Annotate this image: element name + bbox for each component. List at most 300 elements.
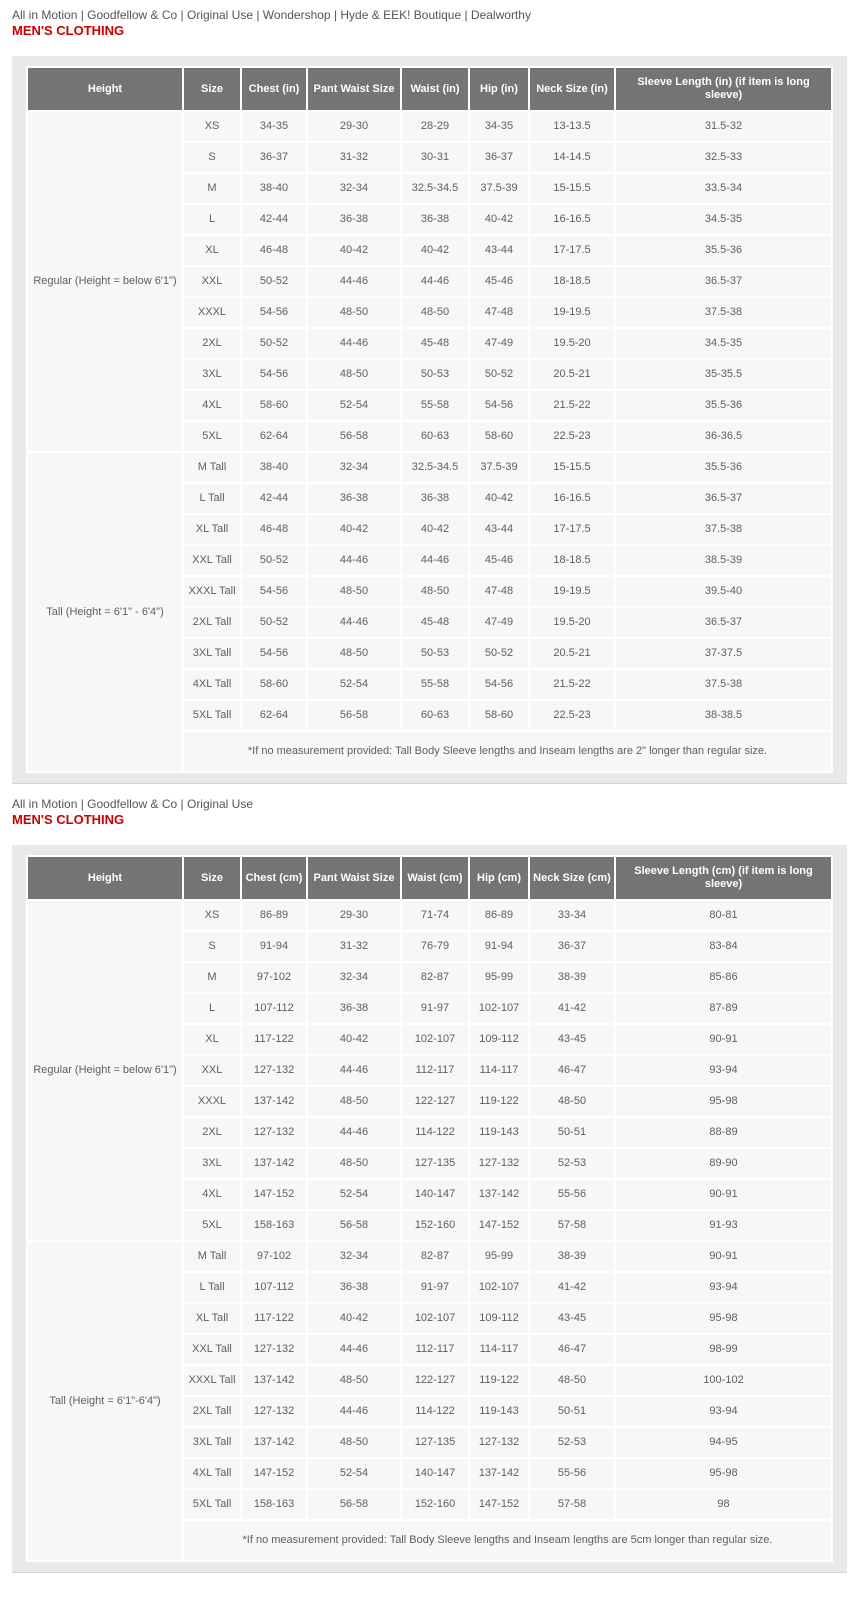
- value-cell: 20.5-21: [530, 360, 614, 389]
- value-cell: 45-46: [470, 267, 528, 296]
- value-cell: 43-45: [530, 1304, 614, 1333]
- value-cell: 19.5-20: [530, 329, 614, 358]
- value-cell: 45-48: [402, 329, 468, 358]
- value-cell: 122-127: [402, 1366, 468, 1395]
- value-cell: 54-56: [242, 577, 306, 606]
- value-cell: 41-42: [530, 994, 614, 1023]
- size-cell: 4XL Tall: [184, 1459, 240, 1488]
- value-cell: 57-58: [530, 1211, 614, 1240]
- value-cell: 55-58: [402, 670, 468, 699]
- value-cell: 127-132: [470, 1149, 528, 1178]
- value-cell: 76-79: [402, 932, 468, 961]
- size-cell: 3XL: [184, 360, 240, 389]
- value-cell: 48-50: [308, 639, 400, 668]
- value-cell: 47-48: [470, 577, 528, 606]
- size-cell: 2XL: [184, 1118, 240, 1147]
- column-header: Pant Waist Size: [308, 857, 400, 899]
- value-cell: 22.5-23: [530, 422, 614, 451]
- value-cell: 37.5-39: [470, 174, 528, 203]
- value-cell: 50-53: [402, 360, 468, 389]
- value-cell: 109-112: [470, 1304, 528, 1333]
- value-cell: 40-42: [402, 236, 468, 265]
- size-cell: 3XL Tall: [184, 1428, 240, 1457]
- value-cell: 48-50: [308, 298, 400, 327]
- value-cell: 46-48: [242, 515, 306, 544]
- value-cell: 42-44: [242, 484, 306, 513]
- size-chart-section-cm: [12, 797, 847, 1573]
- value-cell: 127-132: [242, 1056, 306, 1085]
- value-cell: 90-91: [616, 1242, 831, 1271]
- value-cell: 32.5-33: [616, 143, 831, 172]
- column-header: Sleeve Length (cm) (if item is long sleeve): [616, 857, 831, 899]
- value-cell: 127-132: [242, 1335, 306, 1364]
- value-cell: 21.5-22: [530, 670, 614, 699]
- value-cell: 95-98: [616, 1087, 831, 1116]
- value-cell: 95-98: [616, 1459, 831, 1488]
- value-cell: 90-91: [616, 1025, 831, 1054]
- size-cell: 4XL Tall: [184, 670, 240, 699]
- value-cell: 158-163: [242, 1490, 306, 1519]
- value-cell: 52-53: [530, 1428, 614, 1457]
- size-chart-table-inches: [26, 66, 833, 773]
- value-cell: 19-19.5: [530, 298, 614, 327]
- value-cell: 48-50: [402, 298, 468, 327]
- value-cell: 36-37: [470, 143, 528, 172]
- value-cell: 56-58: [308, 701, 400, 730]
- value-cell: 102-107: [470, 1273, 528, 1302]
- value-cell: 57-58: [530, 1490, 614, 1519]
- value-cell: 36-38: [402, 484, 468, 513]
- size-cell: L: [184, 205, 240, 234]
- value-cell: 127-135: [402, 1428, 468, 1457]
- value-cell: 56-58: [308, 422, 400, 451]
- height-group-label: Regular (Height = below 6'1"): [28, 901, 182, 1240]
- value-cell: 38-40: [242, 174, 306, 203]
- value-cell: 93-94: [616, 1056, 831, 1085]
- value-cell: 54-56: [242, 360, 306, 389]
- value-cell: 32.5-34.5: [402, 174, 468, 203]
- value-cell: 44-46: [308, 329, 400, 358]
- value-cell: 31-32: [308, 143, 400, 172]
- size-cell: XXXL Tall: [184, 1366, 240, 1395]
- value-cell: 50-52: [470, 360, 528, 389]
- value-cell: 137-142: [470, 1180, 528, 1209]
- value-cell: 112-117: [402, 1056, 468, 1085]
- value-cell: 37.5-38: [616, 515, 831, 544]
- size-cell: M: [184, 963, 240, 992]
- value-cell: 86-89: [242, 901, 306, 930]
- value-cell: 54-56: [242, 298, 306, 327]
- value-cell: 44-46: [402, 267, 468, 296]
- value-cell: 36.5-37: [616, 484, 831, 513]
- value-cell: 114-117: [470, 1335, 528, 1364]
- value-cell: 52-54: [308, 1180, 400, 1209]
- value-cell: 34.5-35: [616, 205, 831, 234]
- value-cell: 48-50: [530, 1366, 614, 1395]
- value-cell: 93-94: [616, 1273, 831, 1302]
- value-cell: 127-135: [402, 1149, 468, 1178]
- value-cell: 82-87: [402, 1242, 468, 1271]
- value-cell: 102-107: [470, 994, 528, 1023]
- value-cell: 35.5-36: [616, 391, 831, 420]
- value-cell: 52-54: [308, 670, 400, 699]
- header-row: [28, 857, 831, 899]
- value-cell: 44-46: [308, 1056, 400, 1085]
- value-cell: 122-127: [402, 1087, 468, 1116]
- value-cell: 46-47: [530, 1335, 614, 1364]
- value-cell: 29-30: [308, 112, 400, 141]
- value-cell: 58-60: [470, 701, 528, 730]
- value-cell: 137-142: [470, 1459, 528, 1488]
- value-cell: 71-74: [402, 901, 468, 930]
- value-cell: 36-37: [530, 932, 614, 961]
- value-cell: 15-15.5: [530, 174, 614, 203]
- value-cell: 42-44: [242, 205, 306, 234]
- value-cell: 37.5-38: [616, 670, 831, 699]
- value-cell: 31.5-32: [616, 112, 831, 141]
- size-cell: 4XL: [184, 391, 240, 420]
- value-cell: 28-29: [402, 112, 468, 141]
- value-cell: 107-112: [242, 1273, 306, 1302]
- value-cell: 137-142: [242, 1149, 306, 1178]
- value-cell: 32-34: [308, 963, 400, 992]
- value-cell: 43-45: [530, 1025, 614, 1054]
- column-header: Waist (cm): [402, 857, 468, 899]
- value-cell: 158-163: [242, 1211, 306, 1240]
- value-cell: 40-42: [308, 515, 400, 544]
- value-cell: 37.5-39: [470, 453, 528, 482]
- value-cell: 32.5-34.5: [402, 453, 468, 482]
- value-cell: 93-94: [616, 1397, 831, 1426]
- height-group-label: Regular (Height = below 6'1"): [28, 112, 182, 451]
- value-cell: 58-60: [242, 670, 306, 699]
- value-cell: 44-46: [308, 1335, 400, 1364]
- value-cell: 33.5-34: [616, 174, 831, 203]
- value-cell: 56-58: [308, 1211, 400, 1240]
- value-cell: 83-84: [616, 932, 831, 961]
- page-title: MEN'S CLOTHING: [12, 812, 125, 827]
- value-cell: 102-107: [402, 1304, 468, 1333]
- value-cell: 54-56: [242, 639, 306, 668]
- size-cell: 5XL Tall: [184, 1490, 240, 1519]
- value-cell: 117-122: [242, 1025, 306, 1054]
- value-cell: 50-53: [402, 639, 468, 668]
- value-cell: 90-91: [616, 1180, 831, 1209]
- size-cell: XL Tall: [184, 1304, 240, 1333]
- value-cell: 114-122: [402, 1118, 468, 1147]
- value-cell: 35.5-36: [616, 453, 831, 482]
- value-cell: 54-56: [470, 670, 528, 699]
- value-cell: 48-50: [308, 1149, 400, 1178]
- size-cell: S: [184, 932, 240, 961]
- value-cell: 17-17.5: [530, 515, 614, 544]
- value-cell: 38-38.5: [616, 701, 831, 730]
- value-cell: 47-49: [470, 329, 528, 358]
- value-cell: 36-37: [242, 143, 306, 172]
- value-cell: 102-107: [402, 1025, 468, 1054]
- value-cell: 44-46: [308, 608, 400, 637]
- value-cell: 56-58: [308, 1490, 400, 1519]
- value-cell: 43-44: [470, 515, 528, 544]
- value-cell: 38.5-39: [616, 546, 831, 575]
- value-cell: 16-16.5: [530, 205, 614, 234]
- value-cell: 40-42: [402, 515, 468, 544]
- value-cell: 98-99: [616, 1335, 831, 1364]
- value-cell: 40-42: [308, 1025, 400, 1054]
- value-cell: 14-14.5: [530, 143, 614, 172]
- value-cell: 36-36.5: [616, 422, 831, 451]
- value-cell: 58-60: [242, 391, 306, 420]
- value-cell: 55-56: [530, 1459, 614, 1488]
- value-cell: 52-54: [308, 391, 400, 420]
- value-cell: 31-32: [308, 932, 400, 961]
- size-cell: XL: [184, 236, 240, 265]
- size-cell: XXXL Tall: [184, 577, 240, 606]
- value-cell: 44-46: [308, 267, 400, 296]
- value-cell: 152-160: [402, 1490, 468, 1519]
- value-cell: 21.5-22: [530, 391, 614, 420]
- value-cell: 50-51: [530, 1118, 614, 1147]
- size-cell: XXL Tall: [184, 1335, 240, 1364]
- value-cell: 50-52: [242, 329, 306, 358]
- value-cell: 91-94: [242, 932, 306, 961]
- value-cell: 40-42: [308, 236, 400, 265]
- value-cell: 40-42: [308, 1304, 400, 1333]
- value-cell: 82-87: [402, 963, 468, 992]
- value-cell: 13-13.5: [530, 112, 614, 141]
- height-group-label: Tall (Height = 6'1"-6'4"): [28, 1242, 182, 1560]
- value-cell: 119-143: [470, 1118, 528, 1147]
- value-cell: 44-46: [308, 546, 400, 575]
- size-cell: XS: [184, 112, 240, 141]
- table-footnote: *If no measurement provided: Tall Body Sleeve lengths and Inseam lengths are 5cm longer than regular size.: [184, 1521, 831, 1560]
- page-title: MEN'S CLOTHING: [12, 23, 125, 38]
- column-header: Size: [184, 68, 240, 110]
- value-cell: 34.5-35: [616, 329, 831, 358]
- column-header: Waist (in): [402, 68, 468, 110]
- value-cell: 119-143: [470, 1397, 528, 1426]
- value-cell: 152-160: [402, 1211, 468, 1240]
- size-cell: XXXL: [184, 1087, 240, 1116]
- header-row: [28, 68, 831, 110]
- column-header: Chest (cm): [242, 857, 306, 899]
- value-cell: 50-51: [530, 1397, 614, 1426]
- value-cell: 20.5-21: [530, 639, 614, 668]
- value-cell: 50-52: [242, 267, 306, 296]
- value-cell: 38-39: [530, 963, 614, 992]
- value-cell: 35.5-36: [616, 236, 831, 265]
- value-cell: 44-46: [308, 1118, 400, 1147]
- value-cell: 55-56: [530, 1180, 614, 1209]
- value-cell: 85-86: [616, 963, 831, 992]
- value-cell: 39.5-40: [616, 577, 831, 606]
- value-cell: 34-35: [470, 112, 528, 141]
- value-cell: 117-122: [242, 1304, 306, 1333]
- column-header: Hip (in): [470, 68, 528, 110]
- table-footnote: *If no measurement provided: Tall Body Sleeve lengths and Inseam lengths are 2" longer than regular size.: [184, 732, 831, 771]
- value-cell: 127-132: [242, 1118, 306, 1147]
- value-cell: 97-102: [242, 1242, 306, 1271]
- value-cell: 36-38: [308, 484, 400, 513]
- value-cell: 147-152: [470, 1490, 528, 1519]
- value-cell: 89-90: [616, 1149, 831, 1178]
- value-cell: 22.5-23: [530, 701, 614, 730]
- value-cell: 36-38: [308, 994, 400, 1023]
- size-cell: L Tall: [184, 484, 240, 513]
- value-cell: 18-18.5: [530, 546, 614, 575]
- size-cell: 5XL: [184, 422, 240, 451]
- value-cell: 32-34: [308, 1242, 400, 1271]
- value-cell: 97-102: [242, 963, 306, 992]
- value-cell: 95-99: [470, 963, 528, 992]
- size-cell: M Tall: [184, 1242, 240, 1271]
- value-cell: 38-39: [530, 1242, 614, 1271]
- value-cell: 48-50: [308, 1366, 400, 1395]
- value-cell: 46-48: [242, 236, 306, 265]
- value-cell: 58-60: [470, 422, 528, 451]
- size-cell: 3XL: [184, 1149, 240, 1178]
- size-cell: XXXL: [184, 298, 240, 327]
- column-header: Neck Size (cm): [530, 857, 614, 899]
- value-cell: 87-89: [616, 994, 831, 1023]
- value-cell: 127-132: [470, 1428, 528, 1457]
- value-cell: 60-63: [402, 701, 468, 730]
- column-header: Height: [28, 68, 182, 110]
- value-cell: 62-64: [242, 422, 306, 451]
- value-cell: 137-142: [242, 1428, 306, 1457]
- value-cell: 94-95: [616, 1428, 831, 1457]
- value-cell: 40-42: [470, 484, 528, 513]
- value-cell: 147-152: [470, 1211, 528, 1240]
- value-cell: 32-34: [308, 453, 400, 482]
- value-cell: 33-34: [530, 901, 614, 930]
- value-cell: 137-142: [242, 1087, 306, 1116]
- size-cell: 2XL Tall: [184, 608, 240, 637]
- value-cell: 19.5-20: [530, 608, 614, 637]
- value-cell: 44-46: [308, 1397, 400, 1426]
- value-cell: 36.5-37: [616, 267, 831, 296]
- table-row: [28, 901, 831, 930]
- size-cell: 5XL: [184, 1211, 240, 1240]
- value-cell: 91-94: [470, 932, 528, 961]
- value-cell: 47-49: [470, 608, 528, 637]
- size-cell: 5XL Tall: [184, 701, 240, 730]
- value-cell: 91-93: [616, 1211, 831, 1240]
- value-cell: 100-102: [616, 1366, 831, 1395]
- table-row: [28, 453, 831, 482]
- value-cell: 119-122: [470, 1366, 528, 1395]
- value-cell: 47-48: [470, 298, 528, 327]
- value-cell: 86-89: [470, 901, 528, 930]
- value-cell: 62-64: [242, 701, 306, 730]
- size-cell: 4XL: [184, 1180, 240, 1209]
- size-cell: 3XL Tall: [184, 639, 240, 668]
- value-cell: 35-35.5: [616, 360, 831, 389]
- column-header: Height: [28, 857, 182, 899]
- value-cell: 38-40: [242, 453, 306, 482]
- value-cell: 16-16.5: [530, 484, 614, 513]
- size-cell: XXL: [184, 1056, 240, 1085]
- size-cell: 2XL Tall: [184, 1397, 240, 1426]
- size-cell: M: [184, 174, 240, 203]
- table-row: [28, 112, 831, 141]
- value-cell: 15-15.5: [530, 453, 614, 482]
- size-cell: XXL: [184, 267, 240, 296]
- value-cell: 114-117: [470, 1056, 528, 1085]
- brand-list: All in Motion | Goodfellow & Co | Original Use: [12, 797, 254, 811]
- value-cell: 36-38: [402, 205, 468, 234]
- value-cell: 36.5-37: [616, 608, 831, 637]
- value-cell: 107-112: [242, 994, 306, 1023]
- value-cell: 137-142: [242, 1366, 306, 1395]
- value-cell: 50-52: [470, 639, 528, 668]
- size-chart-section-inches: [12, 8, 847, 784]
- value-cell: 40-42: [470, 205, 528, 234]
- size-cell: S: [184, 143, 240, 172]
- value-cell: 52-54: [308, 1459, 400, 1488]
- size-cell: XXL Tall: [184, 546, 240, 575]
- size-cell: M Tall: [184, 453, 240, 482]
- value-cell: 37.5-38: [616, 298, 831, 327]
- value-cell: 127-132: [242, 1397, 306, 1426]
- value-cell: 45-48: [402, 608, 468, 637]
- value-cell: 19-19.5: [530, 577, 614, 606]
- value-cell: 147-152: [242, 1180, 306, 1209]
- value-cell: 37-37.5: [616, 639, 831, 668]
- column-header: Hip (cm): [470, 857, 528, 899]
- value-cell: 95-99: [470, 1242, 528, 1271]
- height-group-label: Tall (Height = 6'1" - 6'4"): [28, 453, 182, 771]
- value-cell: 48-50: [402, 577, 468, 606]
- size-chart-panel: [12, 845, 847, 1573]
- value-cell: 41-42: [530, 1273, 614, 1302]
- value-cell: 18-18.5: [530, 267, 614, 296]
- value-cell: 109-112: [470, 1025, 528, 1054]
- value-cell: 17-17.5: [530, 236, 614, 265]
- value-cell: 46-47: [530, 1056, 614, 1085]
- value-cell: 91-97: [402, 1273, 468, 1302]
- value-cell: 32-34: [308, 174, 400, 203]
- value-cell: 48-50: [308, 577, 400, 606]
- size-chart-panel: [12, 56, 847, 784]
- size-cell: L Tall: [184, 1273, 240, 1302]
- size-cell: XS: [184, 901, 240, 930]
- value-cell: 52-53: [530, 1149, 614, 1178]
- value-cell: 48-50: [308, 1087, 400, 1116]
- size-cell: 2XL: [184, 329, 240, 358]
- table-row: [28, 1242, 831, 1271]
- value-cell: 54-56: [470, 391, 528, 420]
- value-cell: 44-46: [402, 546, 468, 575]
- value-cell: 50-52: [242, 608, 306, 637]
- column-header: Pant Waist Size: [308, 68, 400, 110]
- value-cell: 140-147: [402, 1180, 468, 1209]
- value-cell: 50-52: [242, 546, 306, 575]
- value-cell: 45-46: [470, 546, 528, 575]
- size-cell: XL: [184, 1025, 240, 1054]
- value-cell: 91-97: [402, 994, 468, 1023]
- value-cell: 55-58: [402, 391, 468, 420]
- value-cell: 147-152: [242, 1459, 306, 1488]
- value-cell: 43-44: [470, 236, 528, 265]
- value-cell: 36-38: [308, 205, 400, 234]
- value-cell: 48-50: [530, 1087, 614, 1116]
- value-cell: 80-81: [616, 901, 831, 930]
- value-cell: 60-63: [402, 422, 468, 451]
- value-cell: 114-122: [402, 1397, 468, 1426]
- value-cell: 95-98: [616, 1304, 831, 1333]
- column-header: Sleeve Length (in) (if item is long sleeve): [616, 68, 831, 110]
